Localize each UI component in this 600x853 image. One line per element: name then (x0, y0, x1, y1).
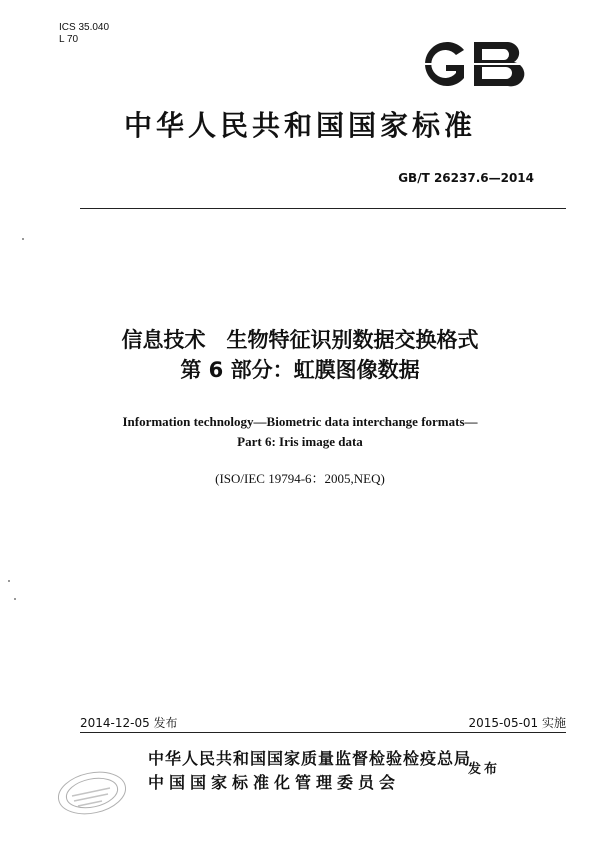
ccs-code: L 70 (59, 34, 79, 45)
chinese-title (0, 325, 600, 385)
issuer-sac: 中国国家标准化管理委员会 (148, 773, 401, 792)
chinese-title-line-2: 第 6 部分：虹膜图像数据 (180, 358, 420, 382)
ics-code: ICS 35.040 (59, 22, 110, 33)
international-equivalence: (ISO/IEC 19794-6：2005,NEQ) (215, 471, 385, 486)
implementation-date: 2015-05-01 实施 (468, 716, 566, 730)
standard-code: GB/T 26237.6—2014 (398, 171, 534, 185)
scan-speck (22, 238, 24, 240)
chinese-title-line-1: 信息技术 生物特征识别数据交换格式 (121, 328, 479, 352)
english-title-line-1: Information technology—Biometric data interchange formats— (122, 414, 478, 429)
scan-speck (14, 598, 16, 600)
issue-date: 2014-12-05 发布 (80, 716, 178, 730)
top-divider (80, 208, 566, 209)
english-title-line-2: Part 6: Iris image data (237, 434, 363, 449)
issuer-aqsiq: 中华人民共和国国家质量监督检验检疫总局 (148, 749, 472, 768)
publish-label: 发布 (468, 762, 501, 777)
bottom-divider (80, 732, 566, 733)
scan-speck (8, 580, 10, 582)
classification-codes (59, 22, 109, 46)
gb-logo (412, 36, 532, 92)
library-stamp (52, 766, 132, 820)
english-title (0, 412, 600, 452)
standard-category-title: 中华人民共和国国家标准 (123, 109, 476, 142)
